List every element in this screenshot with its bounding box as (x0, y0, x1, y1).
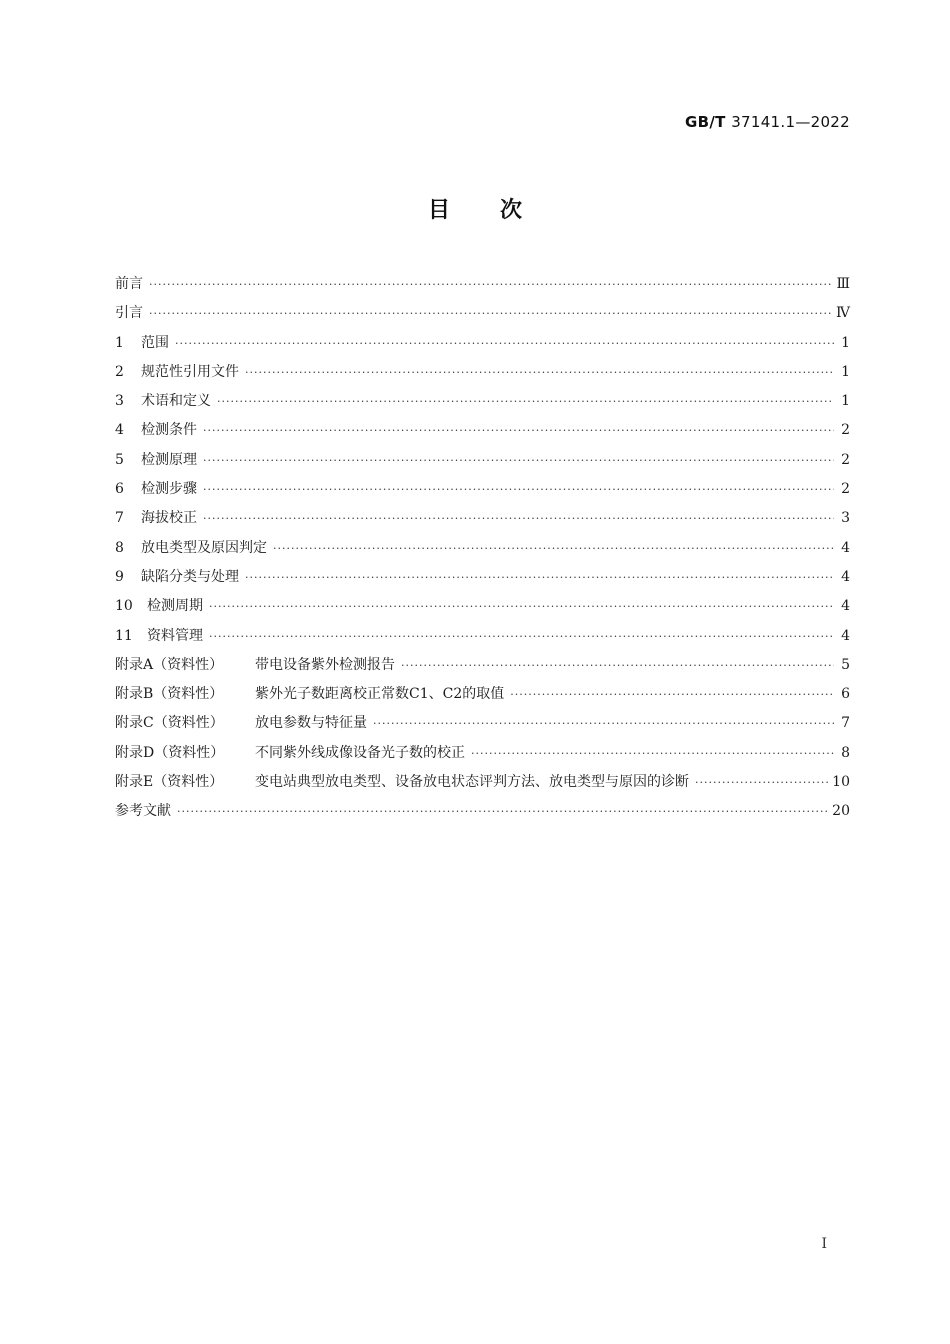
toc-entry-label: 引言 (115, 305, 143, 322)
standard-prefix: GB/T (685, 113, 726, 131)
toc-entry-label (115, 534, 273, 563)
dot-leader (217, 387, 834, 416)
toc-annex-title: 带电设备紫外检测报告 (255, 656, 395, 673)
standard-number: 37141.1—2022 (731, 113, 850, 131)
dot-leader (203, 416, 834, 445)
toc-entry-10[interactable] (115, 592, 850, 621)
toc-entry-label (115, 504, 203, 533)
standard-code (685, 113, 850, 131)
toc-entry-label (115, 387, 217, 416)
dot-leader (273, 534, 834, 563)
toc-section-title: 检测周期 (147, 598, 203, 615)
toc-page-number: 2 (841, 422, 850, 439)
dot-leader (203, 446, 834, 475)
toc-entry-introduction[interactable] (115, 299, 850, 328)
toc-entry-label: 前言 (115, 276, 143, 292)
toc-section-number: 7 (115, 510, 124, 527)
toc-entry-label (115, 416, 203, 445)
toc-section-number: 9 (115, 568, 124, 585)
dot-leader (203, 475, 834, 504)
toc-entry-5[interactable] (115, 446, 850, 475)
toc-page-number: 2 (841, 481, 850, 498)
toc-page-number: 10 (832, 774, 850, 791)
toc-page-number: 2 (841, 451, 850, 468)
toc-section-title: 海拔校正 (141, 510, 197, 527)
toc-entry-4[interactable] (115, 416, 850, 445)
toc-page-number: 7 (841, 715, 850, 732)
toc-annex-tag: 附录B（资料性） (115, 686, 224, 703)
toc-page-number: 3 (841, 510, 850, 527)
toc-section-title: 检测原理 (141, 451, 197, 468)
toc-entry-label (115, 651, 401, 680)
dot-leader (177, 797, 828, 826)
toc-entry-annex-d[interactable] (115, 739, 850, 768)
toc-section-number: 11 (115, 627, 133, 644)
dot-leader (209, 622, 834, 651)
toc-entry-3[interactable] (115, 387, 850, 416)
toc-section-title: 规范性引用文件 (141, 363, 239, 380)
toc-section-title: 缺陷分类与处理 (141, 568, 239, 585)
toc-entry-annex-e[interactable] (115, 768, 850, 797)
dot-leader (245, 358, 834, 387)
toc-annex-tag: 附录D（资料性） (115, 744, 225, 761)
toc-entry-label (115, 622, 209, 651)
toc-entry-label (115, 475, 203, 504)
toc-entry-annex-b[interactable] (115, 680, 850, 709)
toc-section-number: 10 (115, 598, 133, 615)
dot-leader (245, 563, 834, 592)
toc-page-number: 1 (841, 393, 850, 410)
toc-entry-6[interactable] (115, 475, 850, 504)
dot-leader (175, 329, 834, 358)
toc-entry-9[interactable] (115, 563, 850, 592)
toc-page-number: 8 (841, 744, 850, 761)
toc-section-title: 范围 (141, 334, 169, 351)
toc-entry-label (115, 709, 373, 738)
toc-page-number: 1 (841, 363, 850, 380)
toc-section-number: 6 (115, 481, 124, 498)
dot-leader (695, 768, 828, 797)
toc-entry-foreword[interactable] (115, 270, 850, 299)
toc-entry-label (115, 680, 510, 709)
dot-leader (510, 680, 834, 709)
toc-entry-11[interactable] (115, 622, 850, 651)
toc-page-number: 5 (841, 656, 850, 673)
toc-section-title: 资料管理 (147, 627, 203, 644)
page-title: 目次 (427, 198, 572, 223)
toc-section-number: 4 (115, 422, 124, 439)
page-number: Ⅰ (821, 1236, 827, 1252)
toc-entry-label (115, 739, 471, 768)
toc-entry-1[interactable] (115, 329, 850, 358)
toc-annex-tag: 附录C（资料性） (115, 715, 224, 732)
toc-entry-label (115, 592, 209, 621)
toc-section-title: 术语和定义 (141, 393, 211, 410)
toc-entry-label (115, 358, 245, 387)
toc-entry-2[interactable] (115, 358, 850, 387)
toc-entry-annex-c[interactable] (115, 709, 850, 738)
toc-section-number: 5 (115, 451, 124, 468)
toc-section-number: 1 (115, 334, 124, 351)
toc-entry-label (115, 563, 245, 592)
toc-annex-tag: 附录E（资料性） (115, 774, 224, 791)
toc-section-title: 检测条件 (141, 422, 197, 439)
toc-annex-title: 不同紫外线成像设备光子数的校正 (255, 744, 465, 761)
toc-entry-annex-a[interactable] (115, 651, 850, 680)
toc-entry-label (115, 768, 695, 797)
toc-page-number: 4 (841, 598, 850, 615)
toc-entry-7[interactable] (115, 504, 850, 533)
toc-entry-8[interactable] (115, 534, 850, 563)
toc-entry-label: 参考文献 (115, 803, 171, 820)
toc-page-number: 4 (841, 568, 850, 585)
toc-annex-title: 变电站典型放电类型、设备放电状态评判方法、放电类型与原因的诊断 (255, 774, 689, 791)
dot-leader (149, 299, 832, 328)
toc-section-number: 3 (115, 393, 124, 410)
dot-leader (373, 709, 834, 738)
dot-leader (203, 504, 834, 533)
toc-page-number: Ⅲ (836, 276, 850, 292)
toc-section-title: 检测步骤 (141, 481, 197, 498)
toc-page-number: Ⅳ (836, 305, 850, 322)
table-of-contents (115, 270, 850, 827)
toc-page-number: 4 (841, 539, 850, 556)
toc-entry-label (115, 446, 203, 475)
dot-leader (209, 592, 834, 621)
toc-section-title: 放电类型及原因判定 (141, 539, 267, 556)
toc-entry-label (115, 329, 175, 358)
toc-annex-tag: 附录A（资料性） (115, 656, 224, 673)
dot-leader (149, 270, 832, 299)
toc-page-number: 4 (841, 627, 850, 644)
toc-section-number: 2 (115, 363, 124, 380)
dot-leader (471, 739, 834, 768)
toc-page-number: 6 (841, 686, 850, 703)
toc-entry-bibliography[interactable] (115, 797, 850, 826)
toc-section-number: 8 (115, 539, 124, 556)
toc-annex-title: 紫外光子数距离校正常数C1、C2的取值 (255, 686, 505, 703)
toc-page-number: 20 (832, 803, 850, 820)
toc-page-number: 1 (841, 334, 850, 351)
dot-leader (401, 651, 834, 680)
toc-annex-title: 放电参数与特征量 (255, 715, 367, 732)
